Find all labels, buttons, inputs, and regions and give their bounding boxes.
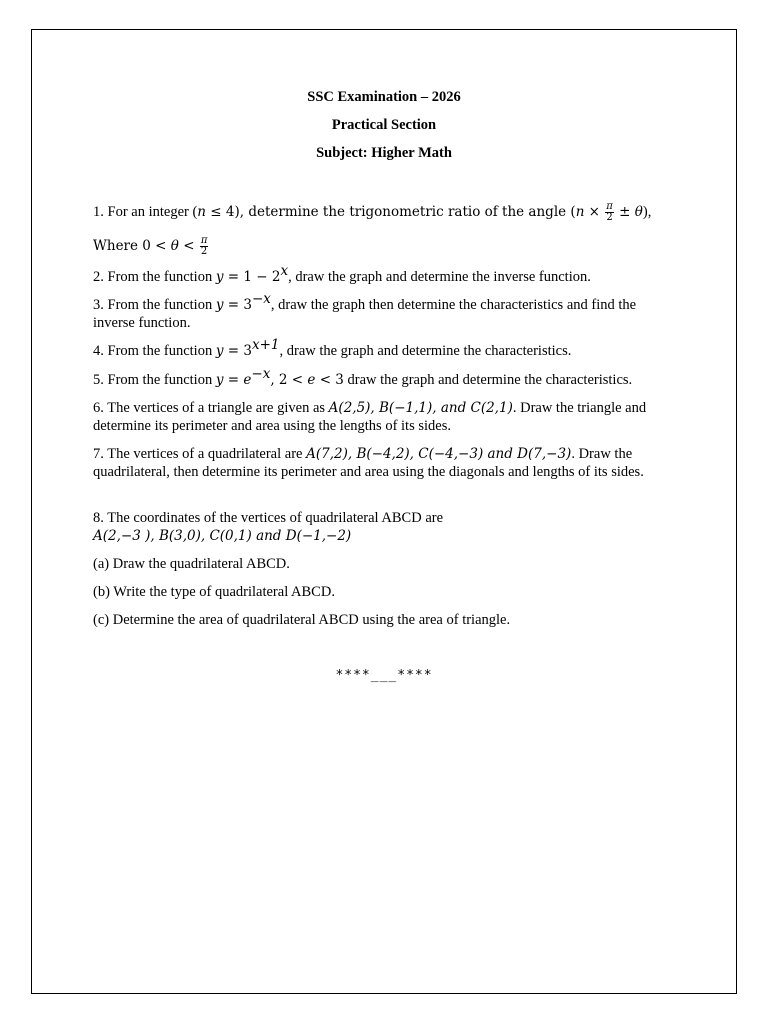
section-title: Practical Section: [331, 117, 437, 133]
subject-title: Subject: Higher Math: [316, 145, 452, 161]
exam-title: SSC Examination – 2026: [307, 89, 461, 105]
question-3: 3. From the function $y = 3^{-x}$, draw the graph then determine the characteristics and find the inverse function.: [93, 291, 637, 331]
question-8-points: A(2,−3 ), B(3,0), C(0,1) and D(−1,−2): [93, 528, 352, 544]
question-1-line-2: Where 0 < θ < $\frac{\pi}{2}$: [93, 235, 208, 257]
question-8-intro: 8. The coordinates of the vertices of quadrilateral ABCD are: [93, 510, 444, 526]
question-6: 6. The vertices of a triangle are given as A(2,5), B(−1,1), and C(2,1). Draw the triangle and determine its perimeter and area using the lengths of its sides.: [93, 400, 647, 434]
question-5: 5. From the function $y = e^{-x}$, 2 < e < 3 draw the graph and determine the characteristics.: [93, 366, 633, 388]
question-8-part-b: (b) Write the type of quadrilateral ABCD.: [93, 584, 335, 600]
question-4: 4. From the function $y = 3^{x+1}$, draw the graph and determine the characteristics.: [93, 337, 572, 359]
question-8-part-c: (c) Determine the area of quadrilateral ABCD using the area of triangle.: [93, 612, 511, 628]
pi-over-2-fraction: $\frac{\pi}{2}$: [200, 235, 208, 257]
pi-over-2-fraction: $\frac{\pi}{2}$: [606, 201, 613, 223]
question-8-part-a: (a) Draw the quadrilateral ABCD.: [93, 556, 290, 572]
end-marker: ****___****: [335, 668, 433, 683]
question-2: 2. From the function $y = 1 - 2^x$, draw the graph and determine the inverse function.: [93, 263, 591, 285]
question-7: 7. The vertices of a quadrilateral are A(7,2), B(−4,2), C(−4,−3) and D(7,−3). Draw the quadrilateral, then determine its perimeter and area using the diagonals and lengths of its sides.: [93, 446, 644, 480]
question-1-line-1: 1. For an integer (n ≤ 4), determine the trigonometric ratio of the angle (n × $\frac{\pi}{2}$ ± θ),: [93, 201, 652, 223]
